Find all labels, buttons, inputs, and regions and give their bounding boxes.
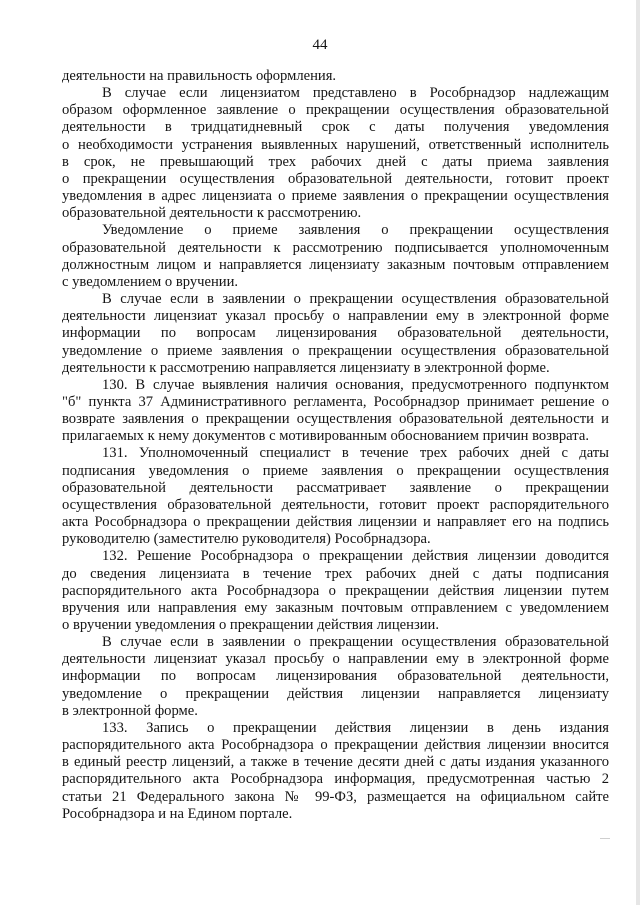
paragraph-line: осуществления образовательной деятельности, готовит проект распорядительного — [62, 496, 609, 513]
paragraph-line: должностным лицом и направляется лицензиату заказным почтовым отправлением — [62, 256, 609, 273]
paragraph-line: в срок, не превышающий трех рабочих дней с даты приема заявления — [62, 153, 609, 170]
paragraph-line: распорядительного акта Рособрнадзора информация, предусмотренная частью 2 — [62, 771, 609, 788]
paragraph-line: образовательной деятельности к рассмотрению. — [62, 205, 362, 222]
paragraph-line: о прекращении осуществления образовательной деятельности, готовит проект — [62, 170, 609, 187]
paragraph-line: образовательной деятельности рассматривает заявление о прекращении — [62, 479, 609, 496]
paragraph-line: деятельности к рассмотрению направляется лицензиату в электронной форме. — [62, 359, 550, 376]
paragraph — [62, 291, 609, 377]
paragraph — [62, 720, 609, 823]
paragraph — [62, 634, 609, 720]
paragraph — [62, 377, 609, 446]
paragraph — [62, 85, 609, 222]
paragraph-line: уведомление о прекращении действия лицензии направляется лицензиату — [62, 685, 609, 702]
document-body — [62, 68, 609, 823]
paragraph-line: деятельности лицензиат указал просьбу о направлении ему в электронной форме — [62, 308, 609, 325]
paragraph-line: В случае если лицензиатом представлено в Рособрнадзор надлежащим — [102, 85, 609, 102]
paragraph-line: в электронной форме. — [62, 702, 198, 719]
paragraph — [62, 222, 609, 291]
paragraph-line: образом оформленное заявление о прекращении осуществления образовательной — [62, 102, 609, 119]
paragraph-line: руководителю (заместителю руководителя) Рособрнадзора. — [62, 531, 431, 548]
scan-edge — [636, 0, 640, 905]
paragraph-line: деятельности в тридцатидневный срок с даты получения уведомления — [62, 119, 609, 136]
paragraph-line: в единый реестр лицензий, а также в течение десяти дней с даты издания указанного — [62, 754, 609, 771]
paragraph-line: Уведомление о приеме заявления о прекращении осуществления — [102, 222, 609, 239]
paragraph-line: возврате заявления о прекращении осуществления образовательной деятельности и — [62, 411, 609, 428]
paragraph-line: деятельности лицензиат указал просьбу о направлении ему в электронной форме — [62, 651, 609, 668]
page-number: 44 — [312, 37, 328, 53]
paragraph-line: о вручении уведомления о прекращении действия лицензии. — [62, 617, 439, 633]
paragraph-line: образовательной деятельности к рассмотрению подписывается уполномоченным — [62, 239, 609, 256]
paragraph-line: подписания уведомления о приеме заявления о прекращении осуществления — [62, 462, 609, 479]
paragraph-line: информации по вопросам лицензирования образовательной деятельности, — [62, 668, 609, 685]
paragraph-line: В случае если в заявлении о прекращении осуществления образовательной — [102, 291, 609, 308]
paragraph-line: прилагаемых к нему документов с мотивированным обоснованием причин возврата. — [62, 428, 589, 445]
paragraph-line: информации по вопросам лицензирования образовательной деятельности, — [62, 325, 609, 342]
paragraph — [62, 548, 609, 634]
paragraph — [62, 445, 609, 548]
paragraph-line: вручения или направления ему заказным почтовым отправлением с уведомлением — [62, 599, 609, 616]
paragraph-line: распорядительного акта Рособрнадзора о прекращении действия лицензии путем — [62, 582, 609, 599]
paragraph-line: акта Рособрнадзора о прекращении действия лицензии и направляет его на подпись — [62, 514, 609, 531]
paragraph-line: деятельности на правильность оформления. — [62, 68, 337, 84]
paragraph-line: до сведения лицензиата в течение трех рабочих дней с даты подписания — [62, 565, 609, 582]
paragraph-line: 131. Уполномоченный специалист в течение трех рабочих дней с даты — [102, 445, 609, 462]
paragraph-line: уведомление о приеме заявления о прекращении осуществления образовательной — [62, 342, 609, 359]
scan-artifact — [600, 838, 610, 839]
paragraph — [62, 68, 609, 85]
paragraph-line: о необходимости устранения выявленных нарушений, ответственный исполнитель — [62, 136, 609, 153]
paragraph-line: 130. В случае выявления наличия основания, предусмотренного подпунктом — [102, 376, 609, 393]
paragraph-line: В случае если в заявлении о прекращении осуществления образовательной — [102, 634, 609, 651]
paragraph-line: "б" пункта 37 Административного регламента, Рособрнадзор принимает решение о — [62, 393, 609, 410]
paragraph-line: 132. Решение Рособрнадзора о прекращении действия лицензии доводится — [102, 548, 609, 565]
paragraph-line: статьи 21 Федерального закона № 99-ФЗ, размещается на официальном сайте — [62, 788, 609, 805]
paragraph-line: распорядительного акта Рособрнадзора о прекращении действия лицензии вносится — [62, 737, 609, 754]
paragraph-line: Рособрнадзора и на Едином портале. — [62, 805, 293, 822]
paragraph-line: с уведомлением о вручении. — [62, 273, 239, 290]
paragraph-line: 133. Запись о прекращении действия лицензии в день издания — [102, 719, 609, 736]
paragraph-line: уведомления в адрес лицензиата о приеме заявления о прекращении осуществления — [62, 188, 609, 205]
